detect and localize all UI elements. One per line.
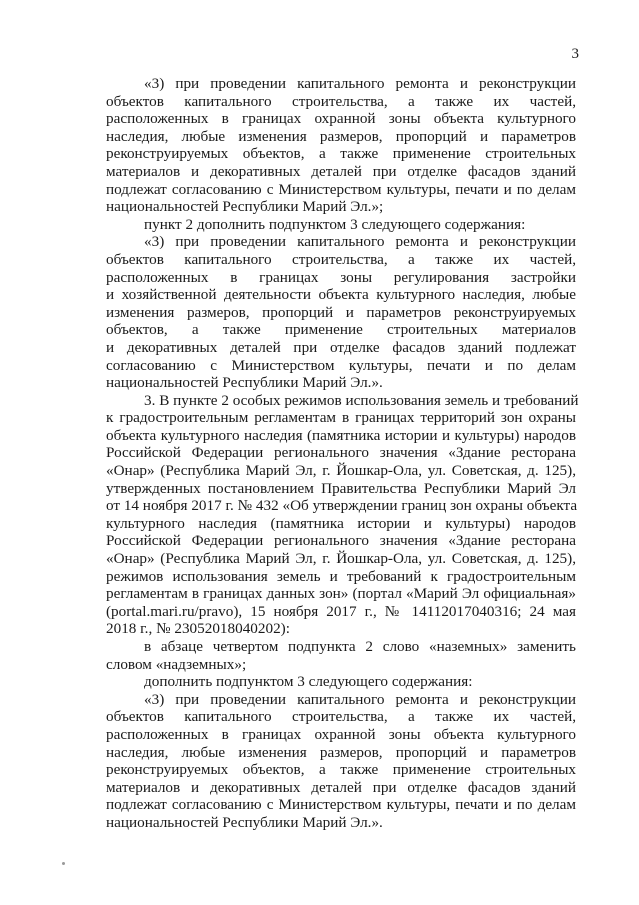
text-line: «Онар» (Республика Марий Эл, г. Йошкар-Ола, ул. Советская, д. 125), (106, 550, 576, 568)
text-line: «3) при проведении капитального ремонта и реконструкции (144, 233, 576, 251)
text-line: материалов и декоративных деталей при отделке фасадов зданий (106, 162, 576, 180)
text-line: пункт 2 дополнить подпунктом 3 следующего содержания: (144, 215, 526, 233)
text-line: подлежат согласованию с Министерством культуры, печати и по делам (106, 796, 576, 814)
text-line: подлежат согласованию с Министерством культуры, печати и по делам (106, 180, 576, 198)
text-line: изменения размеров, пропорций и параметров реконструируемых (106, 303, 576, 321)
paragraph (106, 233, 576, 391)
text-line: реконструируемых объектов, а также применение строительных (106, 145, 576, 163)
paragraph (106, 638, 576, 673)
paragraph (106, 673, 576, 691)
text-line: Российской Федерации регионального значения «Здание ресторана (106, 444, 576, 462)
text-line: режимов использования земель и требований к градостроительным (106, 567, 576, 585)
paragraph (106, 691, 576, 832)
text-line: объектов капитального строительства, а также их частей, (106, 92, 576, 110)
text-line: от 14 ноября 2017 г. № 432 «Об утверждении границ зон охраны объекта (106, 497, 578, 515)
scan-speck (62, 862, 65, 865)
text-line: расположенных в границах зоны регулирования застройки (106, 268, 576, 286)
text-line: «3) при проведении капитального ремонта и реконструкции (144, 75, 576, 92)
text-line: к градостроительным регламентам в границах территорий зон охраны (106, 409, 576, 427)
text-line: словом «надземных»; (106, 655, 247, 673)
text-line: и хозяйственной деятельности объекта культурного наследия, любые (106, 286, 576, 304)
paragraph (106, 391, 579, 638)
text-line: национальностей Республики Марий Эл.». (106, 813, 383, 831)
text-line: объекта культурного наследия (памятника истории и культуры) народов (106, 426, 576, 444)
text-line: расположенных в границах охранной зоны объекта культурного (106, 110, 576, 128)
text-line: объектов, а также применение строительных материалов (106, 321, 576, 339)
text-line: Российской Федерации регионального значения «Здание ресторана (106, 532, 576, 550)
text-line: объектов капитального строительства, а также их частей, (106, 250, 576, 268)
text-line: наследия, любые изменения размеров, пропорций и параметров (106, 127, 576, 145)
text-line: (portal.mari.ru/pravo), 15 ноября 2017 г., № 14112017040316; 24 мая (106, 602, 576, 620)
page-number: 3 (571, 46, 579, 62)
text-line: культурного наследия (памятника истории и культуры) народов (106, 514, 576, 532)
text-line: регламентам в границах данных зон» (портал «Марий Эл официальная» (106, 585, 576, 603)
document-body (106, 75, 579, 832)
paragraph (106, 216, 576, 234)
text-line: утвержденных постановлением Правительства Республики Марий Эл (106, 479, 576, 497)
text-line: объектов капитального строительства, а также их частей, (106, 708, 576, 726)
text-line: «Онар» (Республика Марий Эл, г. Йошкар-Ола, ул. Советская, д. 125), (106, 462, 576, 480)
text-line: в абзаце четвертом подпункта 2 слово «наземных» заменить (144, 638, 576, 655)
text-line: материалов и декоративных деталей при отделке фасадов зданий (106, 778, 576, 796)
text-line: национальностей Республики Марий Эл.». (106, 374, 383, 392)
text-line: и декоративных деталей при отделке фасадов зданий подлежат (106, 338, 576, 356)
paragraph (106, 75, 576, 216)
text-line: реконструируемых объектов, а также применение строительных (106, 761, 576, 779)
text-line: расположенных в границах охранной зоны объекта культурного (106, 725, 576, 743)
text-line: согласованию с Министерством культуры, печати и по делам (106, 356, 576, 374)
text-line: национальностей Республики Марий Эл.»; (106, 198, 384, 216)
text-line: «3) при проведении капитального ремонта и реконструкции (144, 690, 576, 708)
text-line: дополнить подпунктом 3 следующего содержания: (144, 673, 473, 691)
text-line: наследия, любые изменения размеров, пропорций и параметров (106, 743, 576, 761)
text-line: 2018 г., № 23052018040202): (106, 620, 290, 638)
text-line: 3. В пункте 2 особых режимов использования земель и требований (144, 391, 579, 409)
